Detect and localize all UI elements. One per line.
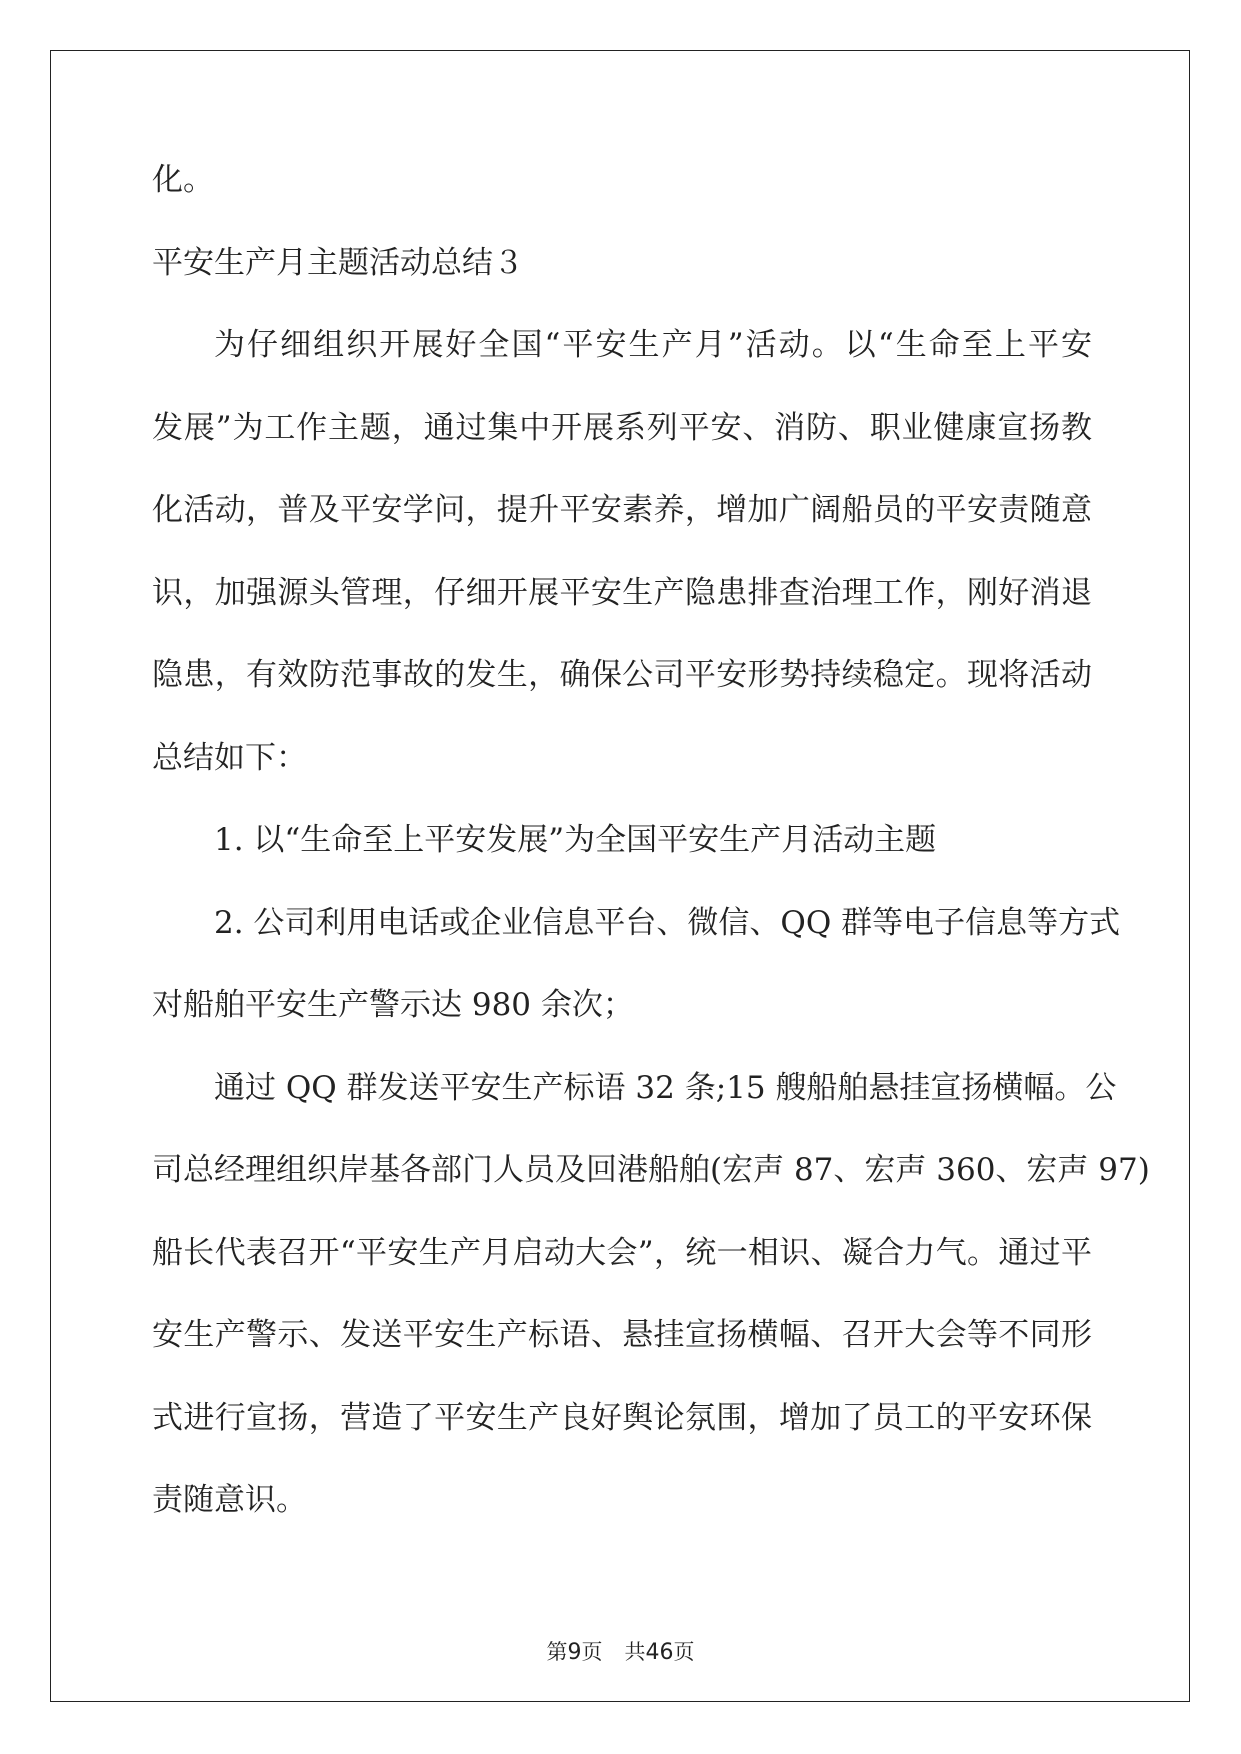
page-number: 9 (567, 1640, 582, 1665)
text-line: 识，加强源头管理，仔细开展平安生产隐患排查治理工作，刚好消退 (152, 574, 1092, 611)
text-line: 安生产警示、发送平安生产标语、悬挂宣扬横幅、召开大会等不同形 (152, 1317, 1092, 1353)
text-line: 船长代表召开“平安生产月启动大会”，统一相识、凝合力气。通过平 (152, 1234, 1092, 1271)
total-prefix: 共 (624, 1640, 646, 1664)
document-body (152, 160, 1150, 1563)
text-line: 式进行宣扬，营造了平安生产良好舆论氛围，增加了员工的平安环保 (152, 1399, 1092, 1436)
text-line: 1. 以“生命至上平安发展”为全国平安生产月活动主题 (214, 822, 937, 858)
text-line: 2. 公司利用电话或企业信息平台、微信、QQ 群等电子信息等方式 (214, 904, 1121, 941)
page-prefix: 第 (546, 1640, 568, 1664)
text-line: 总结如下： (152, 739, 307, 776)
text-line: 为仔细组织开展好全国“平安生产月”活动。以“生命至上平安 (214, 327, 1092, 363)
text-line: 司总经理组织岸基各部门人员及回港船舶(宏声 87、宏声 360、宏声 97) (152, 1152, 1150, 1188)
text-line: 化活动，普及平安学问，提升平安素养，增加广阔船员的平安责随意 (152, 492, 1092, 528)
text-line: 责随意识。 (152, 1482, 307, 1518)
page-suffix: 页 (581, 1640, 603, 1664)
page-footer (0, 1636, 1241, 1666)
text-line: 平安生产月主题活动总结３ (152, 244, 524, 281)
text-line: 通过 QQ 群发送平安生产标语 32 条;15 艘船舶悬挂宣扬横幅。公 (214, 1069, 1117, 1106)
total-pages: 46 (645, 1640, 674, 1665)
text-line: 发展”为工作主题，通过集中开展系列平安、消防、职业健康宣扬教 (152, 409, 1092, 446)
text-line: 对船舶平安生产警示达 980 余次； (152, 987, 634, 1023)
text-line: 化。 (152, 162, 214, 198)
text-line: 隐患，有效防范事故的发生，确保公司平安形势持续稳定。现将活动 (152, 657, 1092, 693)
total-suffix: 页 (673, 1640, 695, 1664)
